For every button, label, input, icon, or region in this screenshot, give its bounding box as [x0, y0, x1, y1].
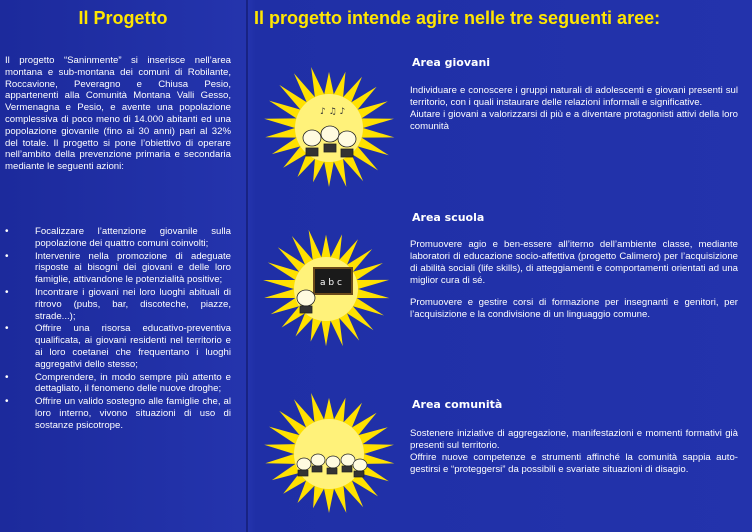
- page-fold: [246, 0, 248, 532]
- sun-youth-illustration: [254, 58, 404, 198]
- actions-list: [5, 226, 231, 433]
- list-item: • Comprendere, in modo sempre più attento e dettagliato, il fenomeno delle nuove droghe;: [5, 371, 231, 395]
- music-notes-icon: ♪ ♫ ♪: [320, 107, 346, 117]
- area-text-comunita: Sostenere iniziative di aggregazione, manifestazioni e momenti formativi già presenti sul territorio. Offrire nuove competenze e strumenti affinché la comunità sappia auto-gestirsi e “proteggersi” da possibili e svariate situazioni di disagio.: [410, 428, 738, 475]
- pupil-icon: [297, 290, 315, 313]
- blackboard-icon: [314, 268, 352, 294]
- bullet-icon: •: [5, 323, 9, 335]
- bullet-icon: •: [5, 250, 9, 262]
- area-text-giovani: Individuare e conoscere i gruppi naturali di adolescenti e giovani presenti sul territorio, con i quali instaurare delle relazioni informali e significative. Aiutare i giovani a valorizzarsi di più e a diventare protagonisti attivi della loro comunità: [410, 85, 738, 132]
- list-item: • Focalizzare l’attenzione giovanile sulla popolazione dei quattro comuni coinvolti;: [5, 226, 231, 249]
- sun-school-illustration: [256, 222, 396, 357]
- left-title: Il Progetto: [78, 8, 168, 28]
- bullet-icon: •: [5, 226, 9, 237]
- sun-community-illustration: [256, 384, 402, 524]
- right-title: Il progetto intende agire nelle tre seguenti aree:: [254, 8, 661, 28]
- bullet-icon: •: [5, 371, 9, 383]
- list-item: • Incontrare i giovani nei loro luoghi abituali di ritrovo (pubs, bar, discoteche, piazze, strade...);: [5, 286, 231, 322]
- blackboard-text: a b c: [320, 278, 342, 288]
- bullet-icon: •: [5, 396, 9, 408]
- list-item: • Offrire una risorsa educativo-preventiva qualificata, ai giovani residenti nel territorio e ai loro coetanei che frequentano i luoghi aggregativi dello stesso;: [5, 323, 231, 370]
- bullet-icon: •: [5, 286, 9, 298]
- youth-group-icon: [303, 126, 356, 157]
- area-title-scuola: Area scuola: [412, 211, 485, 224]
- list-item: • Offrire un valido sostegno alle famiglie che, al loro interno, vivono situazioni di uso di sostanze psicotrope.: [5, 396, 231, 431]
- area-title-giovani: Area giovani: [412, 56, 491, 69]
- list-item: • Intervenire nella promozione di adeguate risposte ai bisogni dei giovani e delle loro famiglie, attivandone le potenzialità positive;: [5, 250, 231, 286]
- area-title-comunita: Area comunità: [412, 398, 503, 411]
- left-panel: [0, 0, 246, 532]
- intro-text: Il progetto “Saninmente” si inserisce nell’area montana e sub-montana dei comuni di Robilante, Roccavione, Peveragno e Chiusa Pesio, appartenenti alla Comunità Montana Valli Gesso, Vermenagna e Pesio, e avente una popolazione complessiva di poco meno di 14.000 abitanti ed una popolazione giovanile (fino ai 30 anni) pari al 32% del totale. Il progetto si pone l’obiettivo di operare nell’ambito della prevenzione primaria e secondaria mediante le seguenti azioni:: [5, 55, 231, 173]
- area-text-scuola: Promuovere agio e ben-essere all’iterno dell’ambiente classe, mediante laboratori di educazione socio-affettiva (progetto Calimero) per l’acquisizione di abilità sociali (life skills), di atteggiamenti e comportamenti orientati ad una miglior cura di sé. Promuovere e gestire corsi di formazione per insegnanti e genitori, per l’acquisizione e la condivisione di un linguaggio comune.: [410, 239, 738, 320]
